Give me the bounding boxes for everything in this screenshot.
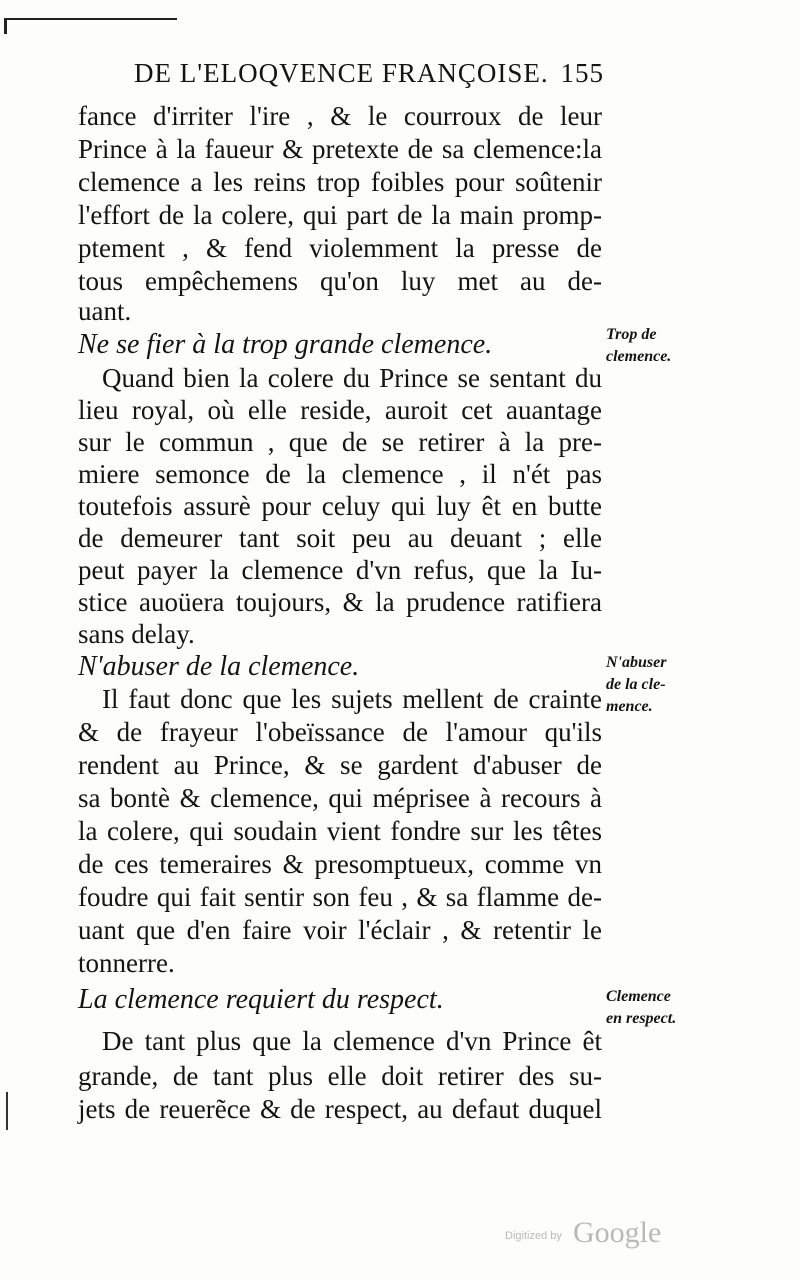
text-line: uant. xyxy=(78,296,132,326)
running-head xyxy=(134,58,604,92)
page-number: 155 xyxy=(560,58,604,88)
text-line: foudre qui fait sentir son feu , & sa flamme de- xyxy=(78,882,602,912)
text-line: tous empêchemens qu'on luy met au de- xyxy=(78,266,602,296)
text-line: de demeurer tant soit peu au deuant ; elle xyxy=(78,523,602,553)
text-line: rendent au Prince, & se gardent d'abuser de xyxy=(78,750,602,780)
section-heading: Ne se fier à la trop grande clemence. xyxy=(78,329,493,360)
text-line: de ces temeraires & presomptueux, comme vn xyxy=(78,849,602,879)
margin-note-line: N'abuser xyxy=(606,654,667,671)
digitized-watermark xyxy=(505,1216,675,1252)
watermark-prefix: Digitized by xyxy=(505,1230,562,1242)
section-heading: La clemence requiert du respect. xyxy=(78,984,444,1015)
text-line: tonnerre. xyxy=(78,948,175,978)
margin-note-line: de la cle- xyxy=(606,676,666,693)
margin-note-line: Clemence xyxy=(606,988,671,1005)
google-logo: Google xyxy=(573,1216,662,1249)
text-line: toutefois assurè pour celuy qui luy êt en butte xyxy=(78,491,602,521)
text-line: uant que d'en faire voir l'éclair , & retentir le xyxy=(78,915,602,945)
text-line: la colere, qui soudain vient fondre sur les têtes xyxy=(78,816,602,846)
scan-edge-mark xyxy=(6,1092,8,1130)
margin-note xyxy=(606,986,706,1030)
text-line: clemence a les reins trop foibles pour soûtenir xyxy=(78,167,602,197)
margin-note-line: mence. xyxy=(606,698,653,715)
margin-note xyxy=(606,652,706,718)
text-line: jets de reuerẽce & de respect, au defaut duquel xyxy=(78,1094,602,1124)
margin-note-line: clemence. xyxy=(606,348,672,365)
text-line: sans delay. xyxy=(78,619,195,649)
text-line: sur le commun , que de se retirer à la pre- xyxy=(78,427,602,457)
text-line: sa bontè & clemence, qui méprisee à recours à xyxy=(78,783,602,813)
text-line: ptement , & fend violemment la presse de xyxy=(78,233,602,263)
margin-note-line: Trop de xyxy=(606,326,657,343)
text-line: De tant plus que la clemence d'vn Prince êt xyxy=(102,1026,602,1056)
text-line: Prince à la faueur & pretexte de sa clemence:la xyxy=(78,134,602,164)
text-line: peut payer la clemence d'vn refus, que la Iu- xyxy=(78,555,602,585)
text-line: l'effort de la colere, qui part de la main promp- xyxy=(78,200,602,230)
text-line: grande, de tant plus elle doit retirer des su- xyxy=(78,1061,602,1091)
text-line: miere semonce de la clemence , il n'ét pas xyxy=(78,459,602,489)
running-title: DE L'ELOQVENCE FRANÇOISE. xyxy=(134,58,549,88)
text-line: stice auoüera toujours, & la prudence ratifiera xyxy=(78,587,602,617)
margin-note xyxy=(606,324,706,368)
text-line: Quand bien la colere du Prince se sentant du xyxy=(102,363,602,393)
scan-corner-mark xyxy=(4,18,177,34)
text-line: lieu royal, où elle reside, auroit cet auantage xyxy=(78,395,602,425)
text-line: Il faut donc que les sujets mellent de crainte xyxy=(102,684,602,714)
text-line: & de frayeur l'obeïssance de l'amour qu'ils xyxy=(78,717,602,747)
margin-note-line: en respect. xyxy=(606,1010,677,1027)
section-heading: N'abuser de la clemence. xyxy=(78,651,360,682)
text-line: fance d'irriter l'ire , & le courroux de leur xyxy=(78,101,602,131)
